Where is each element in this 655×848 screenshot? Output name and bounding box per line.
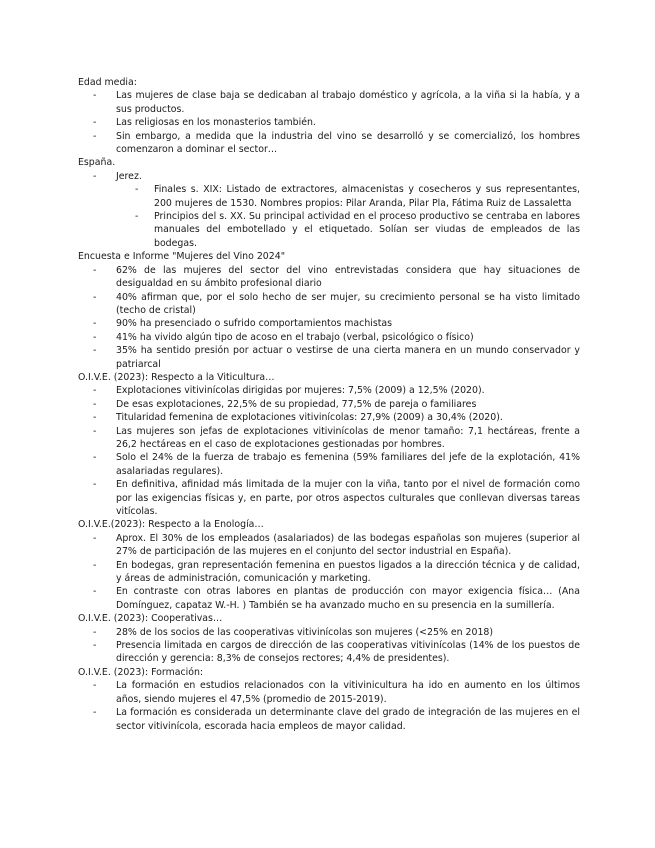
list-item: - Las mujeres de clase baja se dedicaban al trabajo doméstico y agrícola, a la viña si la había, y a sus productos. bbox=[78, 89, 580, 116]
list-item: - Las mujeres son jefas de explotaciones vitivinícolas de menor tamaño: 7,1 hectáreas, frente a 26,2 hectáreas en el caso de explotaciones gestionadas por hombres. bbox=[78, 425, 580, 452]
bullet-list bbox=[78, 532, 580, 612]
section-heading: O.I.V.E. (2023): Formación: bbox=[78, 666, 204, 678]
list-item: - Titularidad femenina de explotaciones vitivinícolas: 27,9% (2009) a 30,4% (2020). bbox=[78, 411, 580, 424]
section-espana bbox=[78, 156, 580, 250]
section-heading: España. bbox=[78, 157, 116, 169]
list-item: - Sin embargo, a medida que la industria del vino se desarrolló y se comercializó, los hombres comenzaron a dominar el sector… bbox=[78, 130, 580, 157]
list-item: - En bodegas, gran representación femenina en puestos ligados a la dirección técnica y de calidad, y áreas de administración, comunicación y marketing. bbox=[78, 559, 580, 586]
nested-list-item: - Principios del s. XX. Su principal actividad en el proceso productivo se centraba en labores manuales del embotellado y el etiquetado. Solían ser viudas de empleados de las bodegas. bbox=[78, 210, 580, 250]
bullet-list bbox=[78, 264, 580, 371]
list-item: - En definitiva, afinidad más limitada de la mujer con la viña, tanto por el nivel de formación como por las exigencias físicas y, en parte, por otros aspectos culturales que conllevan diversas tareas vitícolas. bbox=[78, 478, 580, 518]
section-heading: Encuesta e Informe "Mujeres del Vino 2024" bbox=[78, 251, 286, 263]
section-heading: Edad media: bbox=[78, 77, 137, 88]
bullet-list bbox=[78, 679, 580, 733]
list-item: - Las religiosas en los monasterios también. bbox=[78, 116, 580, 129]
section-cooperativas bbox=[78, 612, 580, 666]
list-item: - 90% ha presenciado o sufrido comportamientos machistas bbox=[78, 317, 580, 330]
document-body bbox=[78, 76, 580, 733]
bullet-list bbox=[78, 170, 580, 183]
list-item: - 40% afirman que, por el solo hecho de ser mujer, su crecimiento personal se ha visto limitado (techo de cristal) bbox=[78, 291, 580, 318]
list-item: - La formación es considerada un determinante clave del grado de integración de las mujeres en el sector vitivinícola, escorada hacia empleos de mayor calidad. bbox=[78, 706, 580, 733]
list-item: - En contraste con otras labores en plantas de producción con mayor exigencia física… (Ana Domínguez, capataz W.-H. ) También se ha avanzado mucho en su presencia en la sumillería. bbox=[78, 585, 580, 612]
list-item: - 62% de las mujeres del sector del vino entrevistadas considera que hay situaciones de desigualdad en su ámbito profesional diario bbox=[78, 264, 580, 291]
list-item: - Presencia limitada en cargos de dirección de las cooperativas vitivinícolas (14% de los puestos de dirección y gerencia: 8,3% de consejos rectores; 4,4% de presidentes). bbox=[78, 639, 580, 666]
bullet-list bbox=[78, 89, 580, 156]
nested-list-item: - Finales s. XIX: Listado de extractores, almacenistas y cosecheros y sus representantes, 200 mujeres de 1530. Nombres propios: Pilar Aranda, Pilar Pla, Fátima Ruiz de Lassaletta bbox=[78, 183, 580, 210]
list-item-jerez bbox=[78, 170, 580, 183]
list-item: - De esas explotaciones, 22,5% de su propiedad, 77,5% de pareja o familiares bbox=[78, 398, 580, 411]
sublist-label: - Jerez. bbox=[116, 170, 142, 182]
section-enologia bbox=[78, 518, 580, 612]
section-formacion bbox=[78, 666, 580, 733]
bullet-list bbox=[78, 626, 580, 666]
list-item: - Explotaciones vitivinícolas dirigidas por mujeres: 7,5% (2009) a 12,5% (2020). bbox=[78, 384, 580, 397]
list-item: - Solo el 24% de la fuerza de trabajo es femenina (59% familiares del jefe de la explotación, 41% asalariadas regulares). bbox=[78, 451, 580, 478]
section-edad-media bbox=[78, 76, 580, 156]
list-item: - La formación en estudios relacionados con la vitivinicultura ha ido en aumento en los últimos años, siendo mujeres el 47,5% (promedio de 2015-2019). bbox=[78, 679, 580, 706]
list-item: - 35% ha sentido presión por actuar o vestirse de una cierta manera en un mundo conservador y patriarcal bbox=[78, 344, 580, 371]
section-heading: O.I.V.E.(2023): Respecto a la Enología… bbox=[78, 519, 264, 531]
bullet-list bbox=[78, 384, 580, 518]
list-item: - 41% ha vivido algún tipo de acoso en el trabajo (verbal, psicológico o físico) bbox=[78, 331, 580, 344]
section-viticultura bbox=[78, 371, 580, 518]
list-item: - 28% de los socios de las cooperativas vitivinícolas son mujeres (<25% en 2018) bbox=[78, 626, 580, 639]
list-item: - Aprox. El 30% de los empleados (asalariados) de las bodegas españolas son mujeres (superior al 27% de participación de las mujeres en el conjunto del sector industrial en España). bbox=[78, 532, 580, 559]
section-heading: O.I.V.E. (2023): Cooperativas… bbox=[78, 613, 223, 625]
nested-bullet-list bbox=[78, 183, 580, 250]
section-heading: O.I.V.E. (2023): Respecto a la Viticultura… bbox=[78, 371, 275, 383]
section-encuesta bbox=[78, 250, 580, 371]
